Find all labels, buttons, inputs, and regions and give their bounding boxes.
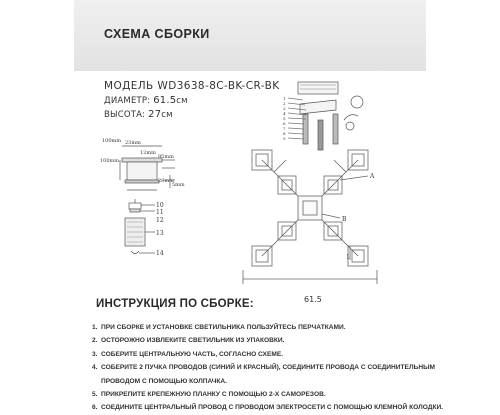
dim-95mm-label: 95mm (158, 154, 174, 160)
side-number-label: 8 (283, 131, 286, 136)
step-number: 5. (92, 391, 98, 399)
dim-12mm-label: 12mm (140, 150, 156, 156)
page-title: СХЕМА СБОРКИ (104, 27, 210, 41)
callout-a-label: A (370, 173, 375, 180)
instruction-step (92, 401, 443, 414)
step-text: ПРОВОДОМ С ПОМОЩЬЮ КОЛПАЧКА. (101, 377, 228, 385)
instruction-step (92, 361, 443, 374)
part-13-label: 13 (156, 230, 164, 237)
height-value: 27 (148, 109, 162, 120)
assembly-diagram (100, 80, 400, 304)
step-number: 1. (92, 324, 98, 331)
step-text: СОБЕРИТЕ ЦЕНТРАЛЬНУЮ ЧАСТЬ, СОГЛАСНО СХЕМЕ. (101, 350, 284, 358)
fixture-top-view (243, 150, 377, 284)
side-number-label: 9 (283, 136, 286, 141)
dim-5mm-label: 5mm (172, 182, 185, 188)
instruction-step (92, 375, 443, 388)
diameter-label: ДИАМЕТР: (104, 96, 151, 106)
side-number-list (283, 96, 286, 141)
part-12-label: 12 (156, 217, 164, 224)
height-label: ВЫСОТА: (104, 110, 146, 120)
step-text: ОСТОРОЖНО ИЗВЛЕКИТЕ СВЕТИЛЬНИК ИЗ УПАКОВКИ. (101, 337, 285, 345)
step-number: 6. (92, 404, 98, 412)
callout-1-label: 1 (346, 254, 350, 261)
side-number-label: 5 (283, 116, 286, 121)
step-number: 3. (92, 350, 98, 358)
exploded-parts (125, 199, 155, 254)
model-label: МОДЕЛЬ (104, 80, 154, 92)
dim-28mm-label: 28mm (158, 178, 174, 184)
instruction-step (92, 321, 443, 334)
height-unit: см (161, 110, 173, 120)
dim-100mm-side-label: 100mm (100, 158, 120, 164)
side-number-label: 1 (283, 96, 286, 101)
step-number: 4. (92, 364, 98, 372)
side-number-label: 2 (283, 101, 286, 106)
step-text: СОЕДИНИТЕ ЦЕНТРАЛЬНЫЙ ПРОВОД С ПРОВОДОМ ЭЛЕКТРОСЕТИ С ПОМОЩЬЮ КЛЕМНОЙ КОЛОДКИ. (101, 404, 444, 412)
instructions-list (92, 321, 443, 415)
instruction-step (92, 348, 443, 361)
step-text: ПРИКРЕПИТЕ КРЕПЕЖНУЮ ПЛАНКУ С ПОМОЩЬЮ 2-Х САМОРЕЗОВ. (101, 391, 326, 399)
part-10-label: 10 (156, 202, 164, 209)
instructions-title: ИНСТРУКЦИЯ ПО СБОРКЕ: (96, 298, 254, 310)
width-dimension-label: 61.5 (304, 295, 322, 304)
model-value: WD3638-8C-BK-CR-BK (157, 80, 280, 92)
diameter-unit: см (176, 96, 188, 106)
instruction-step (92, 388, 443, 401)
step-number: 2. (92, 337, 98, 345)
callout-b-label: B (342, 216, 347, 223)
part-11-label: 11 (156, 209, 164, 216)
side-number-label: 4 (283, 111, 286, 116)
part-14-label: 14 (156, 250, 164, 257)
step-text: ПРИ СБОРКЕ И УСТАНОВКЕ СВЕТИЛЬНИКА ПОЛЬЗУЙТЕСЬ ПЕРЧАТКАМИ. (101, 324, 346, 331)
instruction-step (92, 334, 443, 347)
side-number-label: 3 (283, 106, 286, 111)
dim-23mm-label: 23mm (125, 140, 141, 146)
canopy-top-view (298, 82, 363, 150)
dim-100mm-label: 100mm (102, 138, 122, 144)
side-number-label: 6 (283, 121, 286, 126)
header-banner (74, 0, 426, 71)
diameter-value: 61.5 (153, 95, 177, 106)
side-number-label: 7 (283, 126, 286, 131)
step-text: СОБЕРИТЕ 2 ПУЧКА ПРОВОДОВ (СИНИЙ И КРАСНЫЙ), СОЕДИНИТЕ ПРОВОДА С СОЕДИНИТЕЛЬНЫМ (101, 364, 436, 372)
